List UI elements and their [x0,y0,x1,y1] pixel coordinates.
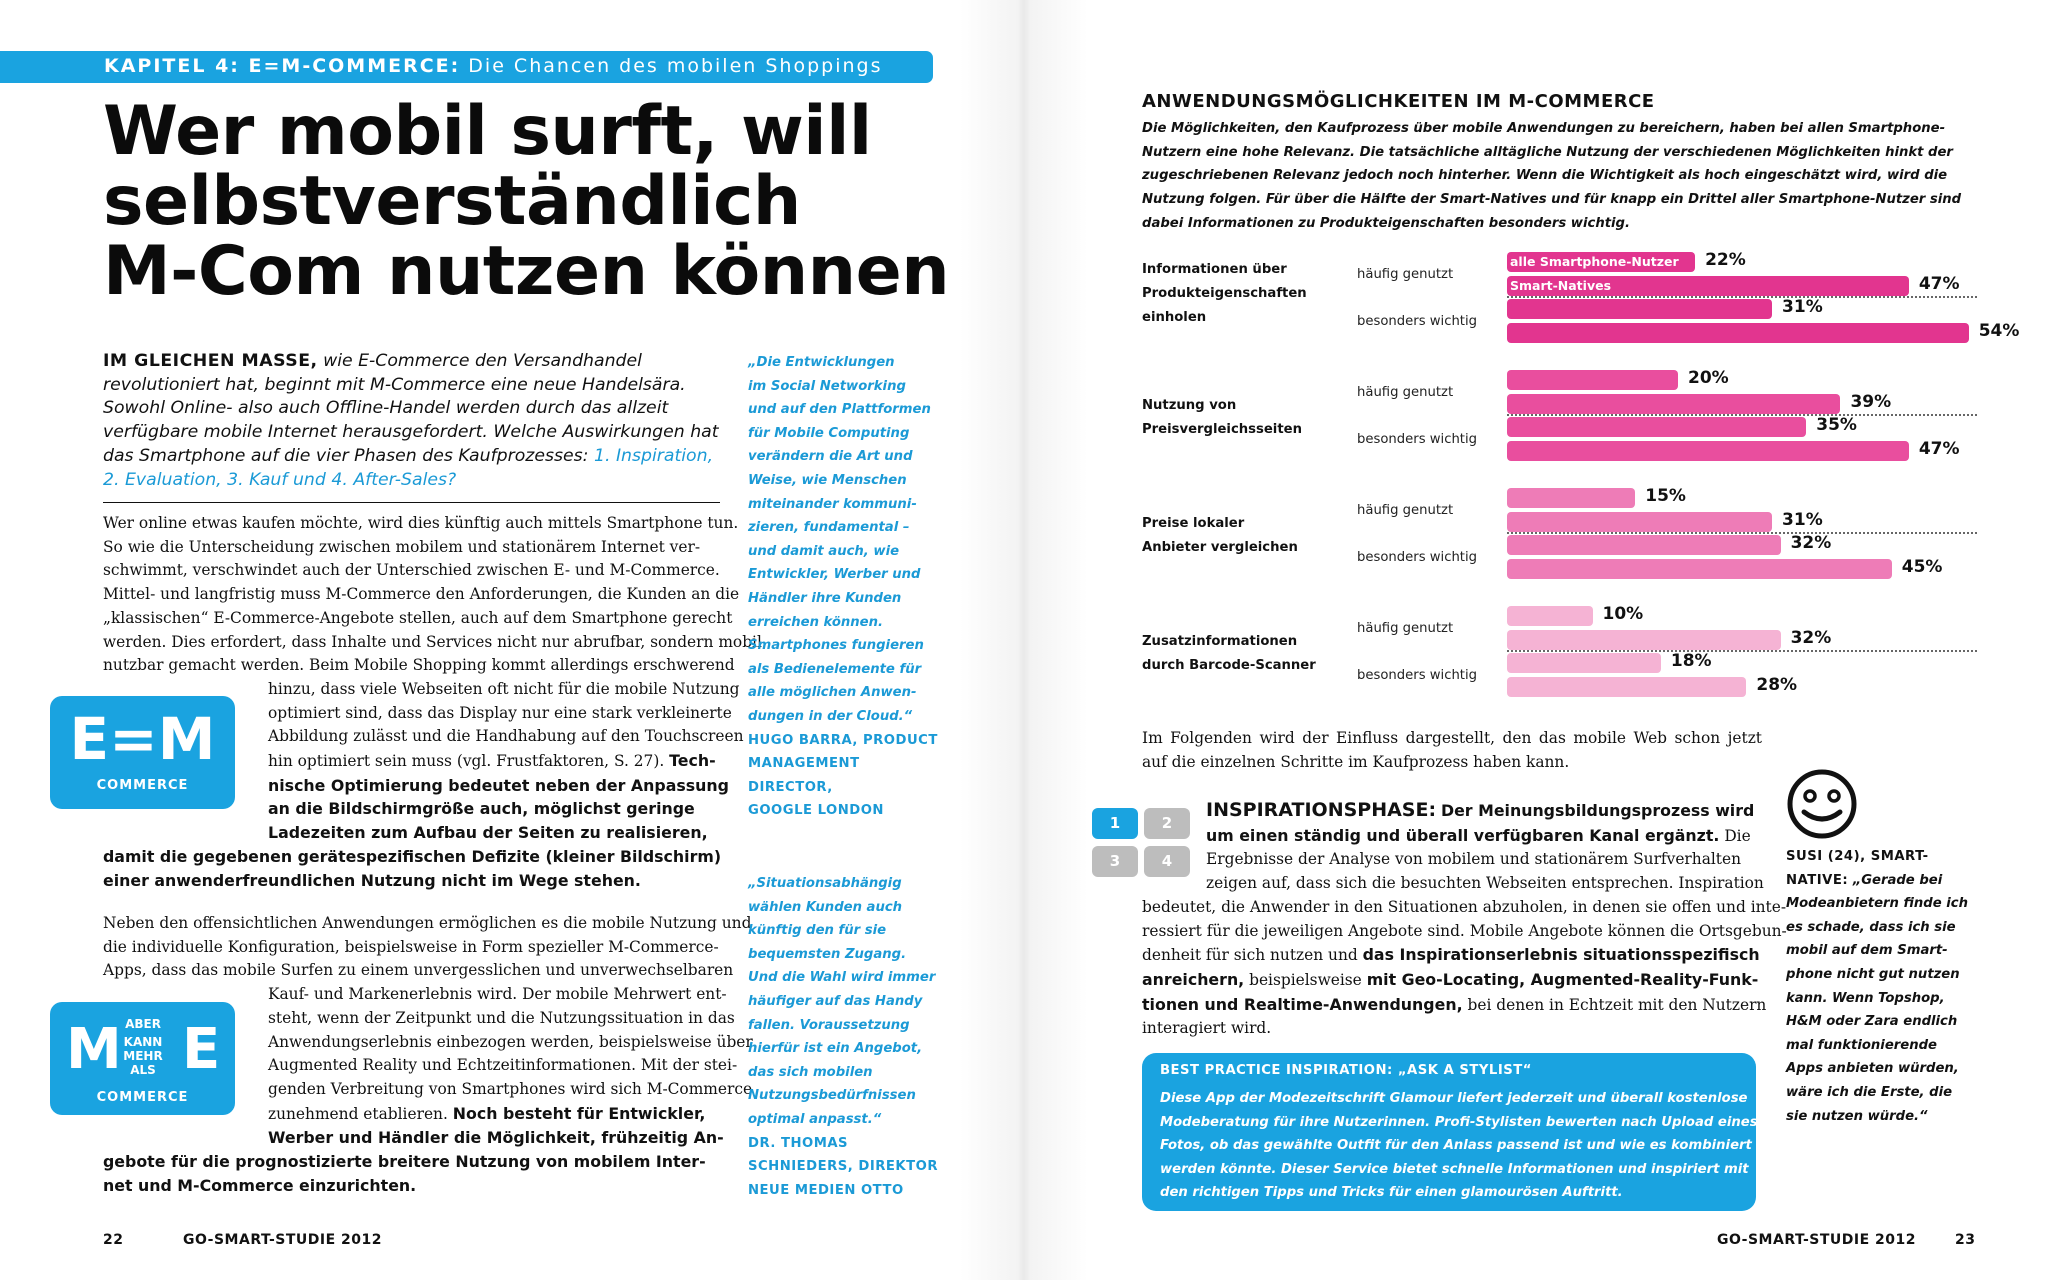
body-line: hinzu, dass viele Webseiten oft nicht für die mobile Nutzung [268,679,740,698]
me-badge-m: M [66,1017,122,1082]
quote-line: Smartphones fungieren [748,638,924,654]
quote-line: künftig den für sie [748,923,887,939]
body-line: bedeutet, die Anwender in den Situationen abzuholen, in denen sie offen und inte- [1142,897,1787,916]
inspiration-heading: INSPIRATIONSPHASE: [1206,799,1437,821]
best-practice-line: Modeberatung für ihre Nutzerinnen. Profi-Stylisten bewerten nach Upload eines [1160,1114,1758,1130]
chart-bar [1507,394,1840,414]
chart-category-label-line: Produkteigenschaften [1142,286,1307,301]
inspiration-heading-line [1206,799,1762,824]
chart-bar [1507,559,1892,579]
lead-caps: IM GLEICHEN MASSE, [103,351,318,371]
chart-value-label: 20% [1688,368,1729,388]
quote-line: sie nutzen würde.“ [1786,1108,1928,1124]
chart-value-label: 18% [1670,651,1712,672]
body-line [1206,824,1762,849]
quote-line: erreichen können. [748,614,884,630]
body-bold-text: Noch besteht für Entwickler, [452,1103,706,1123]
body-text: Die [1724,826,1751,845]
quote-line: verändern die Art und [748,449,913,465]
chart-row-label: besonders wichtig [1357,432,1478,447]
chart-value-label: 22% [1705,250,1746,270]
body-line [1142,993,1767,1018]
step-2-box: 2 [1144,808,1190,839]
body-line: Anwendungserlebnis einbezogen werden, beispielsweise über [268,1032,753,1051]
best-practice-title: BEST PRACTICE INSPIRATION: „ASK A STYLIST“ [1160,1063,1532,1078]
chart-bar [1507,535,1781,555]
quote-line: und damit auch, wie [748,543,900,559]
body-line: nutzbar gemacht werden. Beim Mobile Shopping kommt allerdings erschwerend [103,656,735,675]
body-line [268,749,720,774]
body-line: So wie die Unterscheidung zwischen mobilem und stationärem Internet ver- [103,537,701,556]
body-line: Abbildung zulässt und die Handhabung auf den Touchscreen [268,727,744,746]
me-badge-word: KANN [123,1035,163,1049]
quote-line: kann. Wenn Topshop, [1786,990,1945,1006]
body-bold-line: nische Optimierung bedeutet neben der Anpassung [268,775,729,795]
quote-line: „Situationsabhängig [748,876,902,891]
chart-value-label: 45% [1901,556,1943,577]
quote-line [1786,869,1986,893]
chart-value-label: 31% [1782,509,1823,530]
chart-value-label: 28% [1756,674,1798,695]
pull-quote-2 [748,872,948,1202]
body-line: Wer online etwas kaufen möchte, wird dies künftig auch mittels Smartphone tun. [103,514,739,532]
quote-line: wäre ich die Erste, die [1786,1084,1953,1100]
chart-row-label: häufig genutzt [1357,503,1454,518]
footer-study-left: GO-SMART-STUDIE 2012 [183,1232,382,1248]
body-bold-line: net und M-Commerce einzurichten. [103,1175,417,1195]
chart-bar [1507,370,1678,390]
body-line: „klassischen“ E-Commerce-Angebote stellen, auch auf dem Smartphone gerecht [103,608,733,627]
body-line: ressiert für die jeweiligen Angebote sind. Mobile Angebote können die Ortsgebun- [1142,921,1787,940]
chart-bar [1507,677,1746,697]
best-practice-line: werden könnte. Dieser Service bietet schnelle Informationen und inspiriert mit [1160,1161,1749,1177]
em-badge-subtitle: COMMERCE [96,778,189,793]
chart-legend-label: alle Smartphone-Nutzer [1510,254,1679,269]
best-practice-line: den richtigen Tipps und Tricks für einen glamourösen Auftritt. [1160,1185,1623,1201]
footer-study-right: GO-SMART-STUDIE 2012 [1717,1232,1916,1248]
body-line: die individuelle Konfiguration, beispielsweise in Form spezieller M-Commerce- [103,937,719,956]
follow-paragraph: Im Folgenden wird der Einfluss dargestellt, den das mobile Web schon jetzt auf die einzelnen Schritte im Kaufprozess haben kann. [1142,729,1762,771]
quote-line: wählen Kunden auch [748,899,903,915]
step-3-box: 3 [1092,846,1138,877]
chart-intro: Die Möglichkeiten, den Kaufprozess über mobile Anwendungen zu bereichern, haben bei allen Smartphone-Nutzern eine hohe Relevanz. Die tatsächliche alltägliche Nutzung der verschiedenen Möglichkeiten hinkt der zugeschriebenen Relevanz jedoch noch hinterher. Wenn die Wichtigkeit als hoch eingeschätzt wird, wird die Nutzung folgen. Für über die Hälfte der Smart-Natives und für knapp ein Drittel aller Smartphone-Nutzer sind dabei Informationen zu Produkteigenschaften besonders wichtig. [1142,121,1962,231]
chart-value-label: 32% [1790,533,1832,554]
body-text: denheit für sich nutzen und [1142,946,1358,965]
headline-line-1: Wer mobil surft, will [103,92,872,171]
inspiration-section [1142,799,1787,1041]
chart-category-label [1142,394,1302,442]
chart-legend-label: Smart-Natives [1510,277,1612,293]
chart-value-label: 31% [1782,297,1823,318]
me-badge-word: ALS [130,1063,156,1077]
quote-line: als Bedienelemente für [748,661,922,677]
quote-line: Nutzungsbedürfnissen [748,1088,916,1104]
body-text: bei denen in Echtzeit mit den Nutzern [1467,995,1767,1014]
body-line [268,1102,720,1127]
quote-line: „Die Entwicklungen [748,355,895,370]
chart-category-label-line: Informationen über [1142,262,1287,277]
quote-line: fallen. Voraussetzung [748,1017,910,1033]
body-line: zeigen auf, dass sich die besuchten Webseiten entsprechen. Inspiration [1206,874,1764,893]
chart-value-label: 32% [1790,627,1832,648]
chart-value-label: 54% [1978,320,2020,341]
quote-line: Händler ihre Kunden [748,590,902,606]
chart-category-label-line: Nutzung von [1142,398,1237,413]
chart-category-label-line: durch Barcode-Scanner [1142,658,1316,673]
quote-line: Modeanbietern finde ich [1786,896,1968,912]
chart-row-label: besonders wichtig [1357,314,1478,329]
quote-line: zieren, fundamental – [748,520,910,536]
quote-author: GOOGLE LONDON [748,803,884,819]
quote-line: Weise, wie Menschen [748,472,907,488]
chart-separator [1507,532,1977,534]
body-bold-line: damit die gegebenen gerätespezifischen Defizite (kleiner Bildschirm) [103,846,722,866]
chart-title: ANWENDUNGSMÖGLICHKEITEN IM M-COMMERCE [1142,91,1655,112]
body-bold-line: gebote für die prognostizierte breitere Nutzung von mobilem Inter- [103,1152,706,1172]
chart-bar [1507,653,1661,673]
body-line: optimiert sind, dass das Display nur eine stark verkleinerte [268,703,732,722]
quote-line: alle möglichen Anwen- [748,685,917,701]
chart-value-label: 39% [1850,391,1892,412]
inspiration-heading-text: Der Meinungsbildungsprozess wird [1440,801,1755,820]
chart-row-label: besonders wichtig [1357,668,1478,683]
quote-line: häufiger auf das Handy [748,993,923,1009]
chart-category-label-line: Anbieter vergleichen [1142,540,1298,555]
quote-author: DR. THOMAS [748,1135,849,1151]
quote-line: das sich mobilen [748,1064,873,1080]
quote-line: hierfür ist ein Angebot, [748,1041,923,1057]
chart-bar [1507,323,1969,343]
chart-category-label [1142,630,1316,678]
chart-category-label [1142,512,1298,560]
chart-bar [1507,299,1772,319]
quote-line: bequemsten Zugang. [748,946,907,962]
chart-category-label-line: einholen [1142,310,1207,325]
body-bold-text: das Inspirationserlebnis situationsspezifisch [1362,945,1760,965]
chart-category-label [1142,258,1307,330]
quote-line: Apps anbieten würden, [1786,1061,1959,1077]
body-line: Apps, dass das mobile Surfen zu einem unvergesslichen und unverwechselbaren [103,961,734,980]
chart-category-label-line: Preise lokaler [1142,516,1245,531]
lead-text: wie E-Commerce den Versandhandel revolutioniert hat, beginnt mit M-Commerce eine neue Handelsära. Sowohl Online- also auch Offline-Handel werden durch das allzeit verfügbare mobile Internet herausgefordert. Welche Auswirkungen hat das Smartphone auf die vier Phasen des Kaufprozesses: [103,351,719,466]
me-badge-subtitle: COMMERCE [96,1090,189,1105]
chart-row-label: besonders wichtig [1357,550,1478,565]
quote-line: im Social Networking [748,378,906,394]
step-1-box: 1 [1092,808,1138,839]
chart-bar [1507,441,1909,461]
quote-line: phone nicht gut nutzen [1786,966,1960,982]
chart-row-label: häufig genutzt [1357,385,1454,400]
headline-line-2: selbstverständlich [103,162,801,241]
quote-line: miteinander kommuni- [748,496,917,512]
chart-value-label: 10% [1602,604,1644,624]
quote-author: SCHNIEDERS, DIREKTOR [748,1159,938,1175]
chapter-subtitle: Die Chancen des mobilen Shoppings [468,55,883,77]
chart-value-label: 47% [1918,438,1960,459]
smiley-face-icon [1786,768,1858,840]
body-line: Augmented Reality und Echtzeitinformationen. Mit der stei- [268,1056,738,1075]
quote-author: SUSI (24), SMART- [1786,849,1929,864]
page-number-left: 22 [103,1232,124,1248]
chart-bar [1507,606,1593,626]
body-line [1142,943,1762,968]
body-bold-text: um einen ständig und überall verfügbaren Kanal ergänzt. [1206,825,1720,845]
quote-author: MANAGEMENT DIRECTOR, [748,756,860,795]
body-bold-line: Werber und Händler die Möglichkeit, frühzeitig An- [268,1128,724,1148]
page-number-right: 23 [1955,1232,1976,1248]
quote-line: optimal anpasst.“ [748,1111,882,1127]
body-bold-text: mit Geo-Locating, Augmented-Reality-Funk- [1366,969,1759,989]
step-4-box: 4 [1144,846,1190,877]
chart-bar [1507,488,1635,508]
quote-author: HUGO BARRA, PRODUCT [748,732,938,748]
chart-category-label-line: Preisvergleichsseiten [1142,422,1302,437]
chart-row-label: häufig genutzt [1357,267,1454,282]
chart-bar [1507,630,1781,650]
quote-line: es schade, dass ich sie [1786,919,1956,935]
em-badge-title: E=M [69,705,216,773]
chart-category-label-line: Zusatzinformationen [1142,634,1298,649]
body-bold-line: an die Bildschirmgröße auch, möglichst geringe [268,799,695,819]
me-badge-word: ABER [125,1017,161,1031]
body-bold-text: tionen und Realtime-Anwendungen, [1142,994,1463,1014]
body-text: beispielsweise [1249,970,1362,989]
quote-line: mal funktionierende [1786,1037,1937,1053]
chart-bar [1507,512,1772,532]
chart-value-label: 35% [1816,415,1857,436]
body-bold-text: Tech- [669,751,716,771]
body-line: schwimmt, verschwindet auch der Unterschied zwischen E- und M-Commerce. [103,561,720,580]
body-line: Mittel- und langfristig muss M-Commerce den Anforderungen, die Kunden an die [103,585,740,604]
me-badge-e: E [182,1017,221,1082]
chapter-label: KAPITEL 4: E=M-COMMERCE: [104,55,461,77]
quote-line: dungen in der Cloud.“ [748,708,913,724]
quote-line: H&M oder Zara endlich [1786,1014,1958,1030]
quote-author: NATIVE: [1786,872,1849,888]
lead-phases: 1. Inspiration, 2. Evaluation, 3. Kauf und 4. After-Sales? [103,445,714,490]
body-line [1142,968,1762,993]
body-line: werden. Dies erfordert, dass Inhalte und Services nicht nur abrufbar, sondern mobil [103,632,762,651]
me-badge-word: MEHR [123,1049,163,1063]
best-practice-body [1160,1087,1758,1205]
chart-value-label: 47% [1918,273,1960,294]
quote-line: und auf den Plattformen [748,402,931,418]
chart-separator [1507,414,1977,416]
body-line: genden Verbreitung von Smartphones wird sich M-Commerce [268,1079,753,1098]
chart-row-label: häufig genutzt [1357,621,1454,636]
chart-separator [1507,650,1977,652]
body-bold-line: einer anwenderfreundlichen Nutzung nicht im Wege stehen. [103,870,641,890]
quote-text: „Gerade bei [1852,872,1943,888]
body-line: steht, wenn der Zeitpunkt und die Nutzungssituation in das [268,1008,735,1027]
quote-author: NEUE MEDIEN OTTO [748,1182,904,1198]
chart-bar [1507,417,1806,437]
me-badge-middle [112,1017,174,1077]
body-text: zunehmend etablieren. [268,1104,448,1123]
body-line: Kauf- und Markenerlebnis wird. Der mobile Mehrwert ent- [268,985,727,1004]
best-practice-line: Diese App der Modezeitschrift Glamour liefert jederzeit und überall kostenlose [1160,1091,1748,1106]
body-line: interagiert wird. [1142,1019,1272,1038]
body-line: Ergebnisse der Analyse von mobilem und stationärem Surfverhalten [1206,850,1742,869]
body-text: hin optimiert sein muss (vgl. Frustfaktoren, S. 27). [268,752,665,771]
quote-line: für Mobile Computing [748,425,910,441]
body-line: Neben den offensichtlichen Anwendungen ermöglichen es die mobile Nutzung und [103,914,752,932]
body-bold-line: Ladezeiten zum Aufbau der Seiten zu realisieren, [268,823,708,843]
chart-separator [1507,296,1977,298]
quote-line: mobil auf dem Smart- [1786,943,1948,959]
chart-value-label: 15% [1645,486,1686,506]
me-commerce-badge [50,1002,235,1115]
best-practice-line: Fotos, ob das gewählte Outfit für den Anlass passend ist und wie es kombiniert [1160,1138,1752,1154]
headline-line-3: M-Com nutzen können [103,232,950,311]
quote-line: Und die Wahl wird immer [748,970,936,986]
quote-line: Entwickler, Werber und [748,567,921,583]
body-bold-text: anreichern, [1142,969,1245,989]
susi-quote [1786,845,1986,1128]
